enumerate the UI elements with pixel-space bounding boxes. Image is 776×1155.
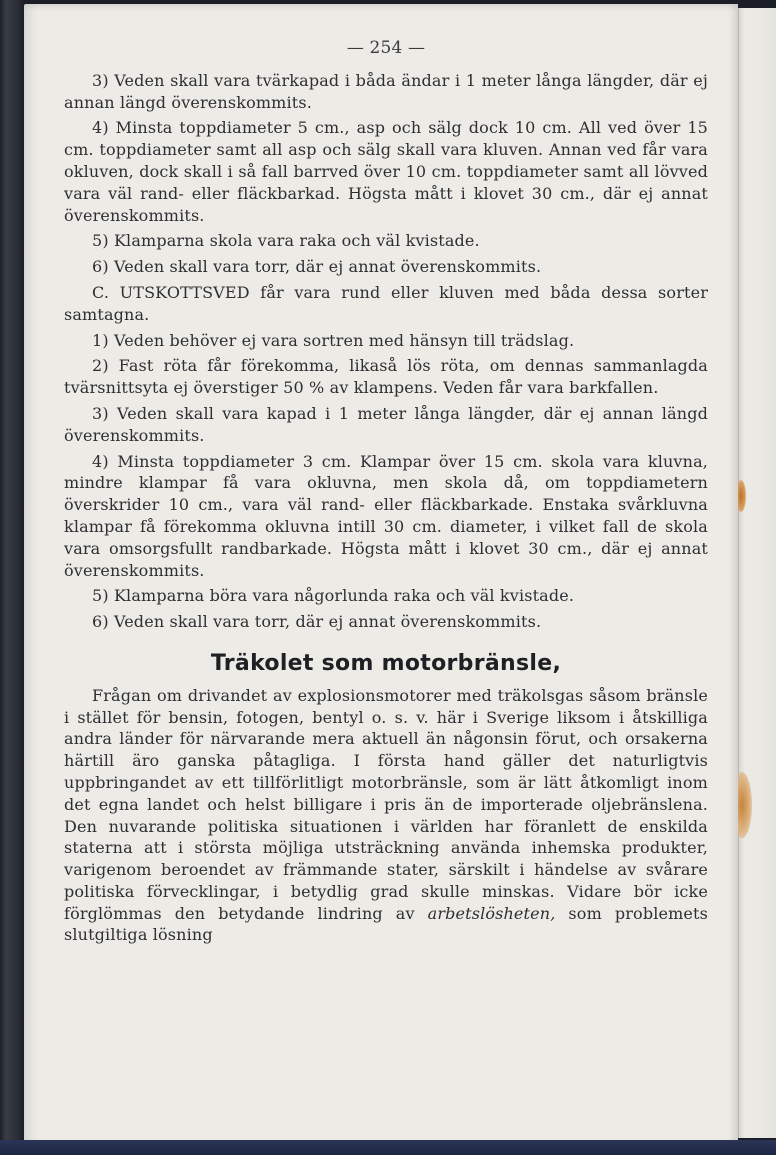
paragraph bbox=[64, 355, 708, 399]
paragraph bbox=[64, 451, 708, 582]
page-number: — 254 — bbox=[346, 38, 426, 58]
paragraph-text: 2) Fast röta får förekomma, likaså lös röta, om dennas sammanlagda tvärsnittsyta ej överstiger 50 % av klampens. Veden får vara barkfallen. bbox=[64, 356, 708, 398]
paragraph bbox=[64, 282, 708, 326]
paragraph-text: 3) Veden skall vara tvärkapad i båda ändar i 1 meter långa längder, där ej annan längd överenskommits. bbox=[64, 70, 708, 112]
body-text: Frågan om drivandet av explosionsmotorer med träkolsgas såsom bränsle i stället för bensin, fotogen, bentyl o. s. v. här i Sverige liksom i åtskilliga andra länder för närvarande mera aktuell än någonsin förut, och orsakerna härtill äro ganska påtagliga. I första hand gäller det naturligtvis uppbringandet av ett tillförlitligt motorbränsle, som är lätt åtkomligt inom det egna landet och helst billigare i pris än de importerade oljebränslena. Den nuvarande politiska situationen i världen har föranlett de enskilda staterna att i största möjliga utsträckning använda inhemska produkter, varigenom beroendet av främmande stater, särskilt i händelse av svårare politiska förvecklingar, i betydlig grad skulle minskas. Vidare bör icke förglömmas den betydande lindring av bbox=[64, 685, 708, 923]
paragraph-text: 4) Minsta toppdiameter 5 cm., asp och sälg dock 10 cm. All ved över 15 cm. toppdiameter samt all asp och sälg skall vara kluven. Annan ved får vara okluven, dock skall i så fall barrved över 10 cm. toppdiameter samt all lövved vara väl rand- eller fläckbarkad. Högsta mått i klovet 30 cm., där ej annat överenskommits. bbox=[64, 118, 708, 225]
adjacent-page-edge bbox=[738, 8, 776, 1138]
body-text-end: som problemets slutgiltiga lösning bbox=[64, 903, 708, 945]
paragraph-text: C. UTSKOTTSVED får vara rund eller kluven med båda dessa sorter samtagna. bbox=[64, 282, 708, 324]
paragraph bbox=[64, 70, 708, 114]
italic-emphasis: arbetslösheten, bbox=[427, 903, 556, 923]
paragraph bbox=[64, 585, 708, 607]
paragraph-text: 1) Veden behöver ej vara sortren med hänsyn till trädslag. bbox=[92, 330, 575, 350]
paragraph-text: 3) Veden skall vara kapad i 1 meter långa längder, där ej annan längd överenskommits. bbox=[64, 403, 708, 445]
paragraph bbox=[64, 256, 708, 278]
paragraph bbox=[64, 611, 708, 633]
paragraph bbox=[64, 230, 708, 252]
paragraph-text: 5) Klamparna skola vara raka och väl kvistade. bbox=[92, 231, 480, 251]
page-text bbox=[64, 38, 708, 950]
scan-bottom-edge bbox=[0, 1140, 776, 1155]
body-paragraph bbox=[64, 685, 708, 947]
paragraph-text: 5) Klamparna böra vara någorlunda raka och väl kvistade. bbox=[92, 586, 575, 606]
paragraph bbox=[64, 330, 708, 352]
paragraph-text: 6) Veden skall vara torr, där ej annat överenskommits. bbox=[92, 612, 542, 632]
paragraph-text: 6) Veden skall vara torr, där ej annat överenskommits. bbox=[92, 257, 542, 277]
paragraph bbox=[64, 403, 708, 447]
paragraph-text: 4) Minsta toppdiameter 3 cm. Klampar över 15 cm. skola vara kluvna, mindre klampar få vara okluvna, men skola då, om toppdiametern överskrider 10 cm., vara väl rand- eller fläckbarkade. Enstaka svårkluvna klampar få förekomma okluvna intill 30 cm. diameter, i vilket fall de skola vara omsorgsfullt randbarkade. Högsta mått i klovet 30 cm., där ej annat överenskommits. bbox=[64, 451, 708, 580]
paragraph bbox=[64, 117, 708, 226]
section-heading: Träkolet som motorbränsle, bbox=[210, 650, 562, 676]
